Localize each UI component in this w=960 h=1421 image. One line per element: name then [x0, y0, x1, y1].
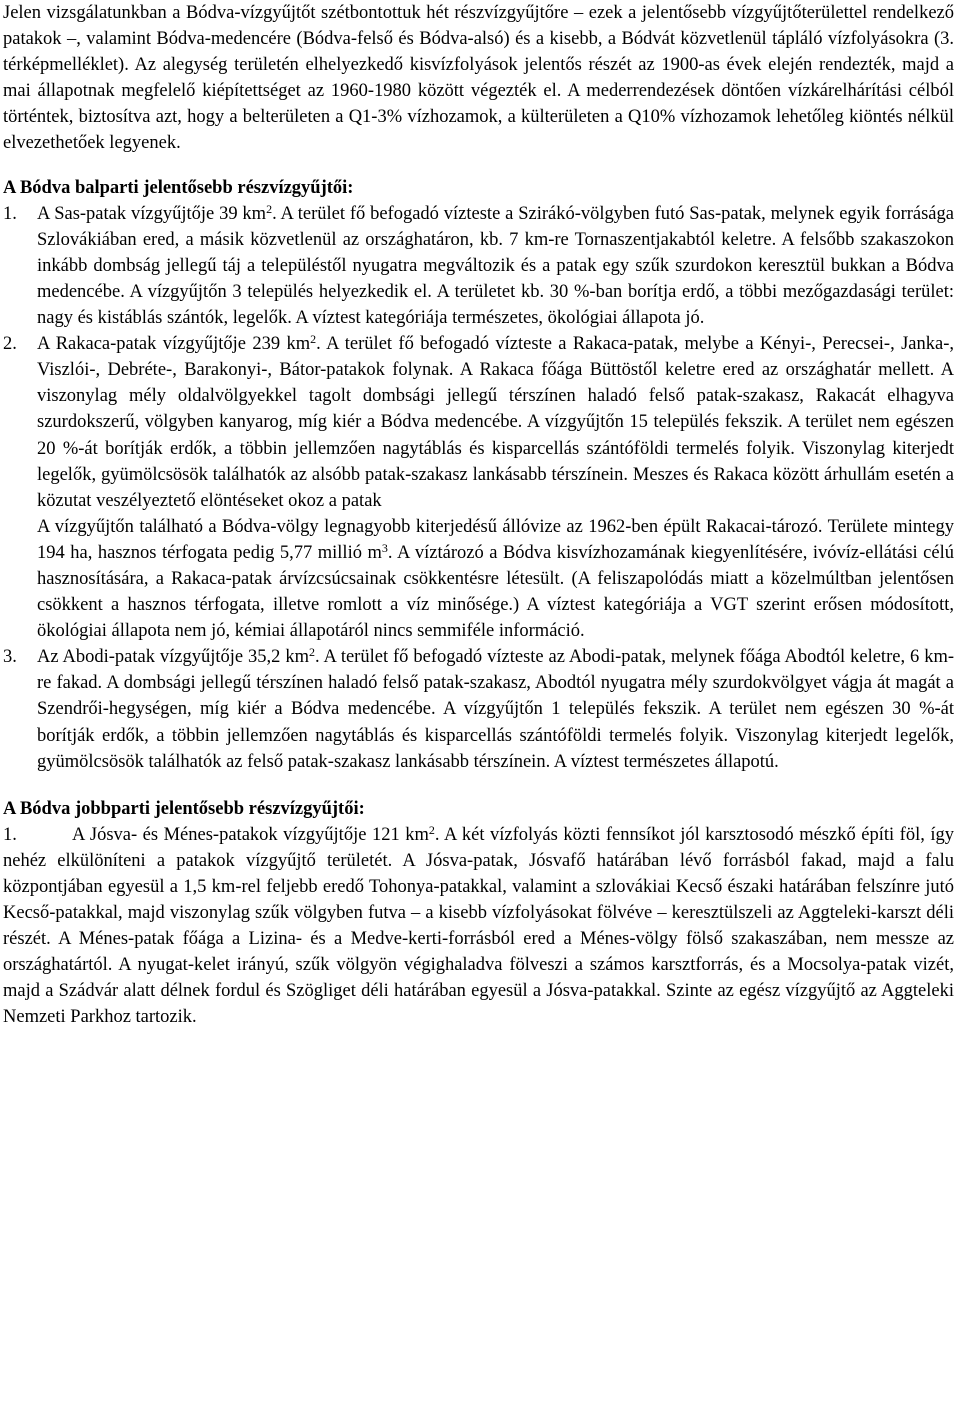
item-text: [37, 201, 954, 331]
item-number: 1.: [3, 824, 17, 845]
item-lead: Az Abodi-patak vízgyűjtője 35,2 km: [37, 647, 310, 668]
item-lead: A Rakaca-patak vízgyűjtője 239 km: [37, 334, 311, 355]
item-text: [37, 331, 954, 514]
continuation-text: A vízgyűjtőn található a Bódva-völgy legnagyobb kiterjedésű állóvize az 1962-ben épült Rakacai-tározó. Területe mintegy 194 ha, hasznos térfogata pedig 5,77 millió m: [37, 516, 954, 563]
superscript: 2: [266, 201, 273, 216]
rakaca-continuation: [3, 514, 954, 644]
right-bank-heading: A Bódva jobbparti jelentősebb részvízgyűjtői:: [3, 798, 365, 819]
item-body: . A két vízfolyás közti fennsíkot jól karsztosodó mészkő építi föl, így nehéz elkülöníteni a patakok vízgyűjtő területét. A Jósva-patak, Jósvafő határában lévő forrásból fakad, majd a falu központjában egyesül a 1,5 km-rel feljebb eredő Tohonya-patakkal, valamint a szlovákiai Kecső északi határában felszínre jutó Kecső-patakkal, majd viszonylag szűk völgyben futva – a kisebb vízfolyásokat fölvéve – keresztülszeli az Aggteleki-karszt déli részét. A Ménes-patak főága a Lizina- és a Medve-kerti-forrásból ered a Ménes-völgy fölső szakaszában, nem messze az országhatártól. A nyugat-kelet irányú, szűk völgyön végighaladva fölveszi a számos karsztforrás, és a Mocsolya-patak vizét, majd a Szádvár alatt délnek fordul és Szögliget déli határában egyesül a Jósva-patakkal. Szinte az egész vízgyűjtő az Aggteleki Nemzeti Parkhoz tartozik.: [3, 824, 955, 1028]
item-body: . A terület fő befogadó víztestе az Abodi-patak, melynek főága Abodtól keletre, 6 km-re fakad. A dombsági jellegű térszínen haladó felső patak-szakasz, Abodtól nyugatra mély szurdokvölgyet vágja át magát a Szendrői-hegységen, míg kiér a Bódva medencébe. A vízgyűjtőn 1 település fekszik. A terület nem egészen 30 %-át borítják erdők, a többin jellemzően nagytáblás és kisparcellás szántóföldi termelés folyik. Viszonylag kiterjedt legelők, gyümölcsösök találhatók az felső patak-szakasz lankásabb térszínein. A víztest természetes állapotú.: [37, 647, 954, 772]
list-item-abodi-patak: [3, 644, 954, 774]
superscript: 2: [310, 332, 317, 347]
item-body: . A terület fő befogadó víztestе a Rakaca-patak, melybe a Kényi-, Perecsei-, Janka-, Viszlói-, Debréte-, Barakonyi-, Bátor-patakok folynak. A Rakaca főága Büttöstől keletre ered az országhatár mellett. A viszonylag mély oldalvölgyekkel tagolt dombsági jellegű térszínen haladó felső patak-szakasz, Rakacát elhagyva szurdokszerű, völgyben kanyarog, míg kiér a Bódva medencébe. A vízgyűjtőn 15 település fekszik. A terület nem egészen 20 %-át borítják erdők, a többin jellemzően nagytáblás és kisparcellás szántóföldi termelés folyik. Viszonylag kiterjedt legelők, gyümölcsösök találhatók az alsóbb patak-szakasz lankásabb térszínein. Meszes és Rakaca között árhullám esetén a közutat veszélyeztető elöntéseket okoz a patak: [37, 334, 954, 511]
item-text: [37, 644, 954, 774]
superscript: 2: [309, 645, 316, 660]
intro-paragraph: Jelen vizsgálatunkban a Bódva-vízgyűjtőt szétbontottuk hét részvízgyűjtőre – ezek a jelentősebb vízgyűjtőterülettel rendelkező patakok –, valamint Bódva-medencére (Bódva-felső és Bódva-alsó) és a kisebb, a Bódvát közvetlenül tápláló vízfolyásokra (3. térképmelléklet). Az alegység területén elhelyezkedő kisvízfolyások jelentős részét az 1900-as évek elején rendezték, majd a mai állapotnak megfelelő kiépítettséget az 1960-1980 között végezték el. A mederrendezések döntően vízkárelhárítási célból történtek, biztosítva azt, hogy a belterületen a Q1-3% vízhozamok, a külterületen a Q10% vízhozamok lehetőleg kiöntés nélkül elvezethetőek legyenek.: [3, 3, 954, 154]
left-bank-heading: A Bódva balparti jelentősebb részvízgyűjtői:: [3, 177, 354, 198]
list-item-rakaca-patak: [3, 331, 954, 514]
superscript: 2: [428, 822, 435, 837]
superscript: 3: [381, 540, 388, 555]
item-lead: A Sas-patak vízgyűjtője 39 km: [37, 203, 267, 224]
item-number: 2.: [3, 334, 17, 355]
list-item-josva-menes: [3, 822, 954, 1031]
item-number: 1.: [3, 203, 17, 224]
item-lead: A Jósva- és Ménes-patakok vízgyűjtője 121 km: [72, 824, 429, 845]
item-body: . A terület fő befogadó víztestе a Szirákó-völgyben futó Sas-patak, melynek egyik forrásága Szlovákiában ered, a másik közvetlenül az országhatáron, kb. 7 km-re Tornaszentjakabtól keletre. A felsőbb szakaszokon inkább dombság jellegű táj a településtől nyugatra megváltozik és a patak egy szűk szurdokon keresztül bukkan a Bódva medencébe. A vízgyűjtőn 3 település helyezkedik el. A területet kb. 30 %-ban borítja erdő, a többi mezőgazdasági terület: nagy és kistáblás szántók, legelők. A víztest kategóriája természetes, ökológiai állapota jó.: [37, 203, 954, 329]
list-item-sas-patak: [3, 201, 954, 331]
item-number: 3.: [3, 647, 17, 668]
continuation-text-end: . A víztározó a Bódva kisvízhozamának kiegyenlítésére, ivóvíz-ellátási célú hasznosítására, a Rakaca-patak árvízcsúcsainak csökkentésre létesült. (A feliszapolódás miatt a közelmúltban jelentősen csökkent a hasznos térfogata, illetve romlott a víz minősége.) A víztest kategóriája a VGT szerint erősen módosított, ökológiai állapota nem jó, kémiai állapotáról nincs semmiféle információ.: [37, 542, 954, 642]
